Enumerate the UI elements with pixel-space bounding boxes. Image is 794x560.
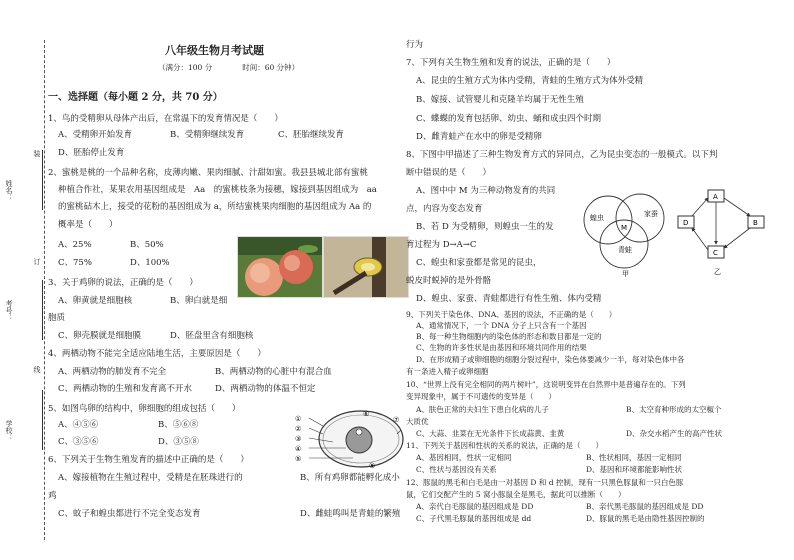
q8-option-d: D、蝗虫、家蚕、青蛙都进行有性生殖、体内受精 bbox=[416, 294, 602, 304]
q6-option-b-cont: 鸡 bbox=[48, 491, 57, 501]
binding-name-label: 姓名： bbox=[5, 180, 13, 201]
q8-option-c-line2: 蜕皮时蜕掉的是外骨骼 bbox=[406, 276, 492, 286]
q3-option-b-cont: 胞质 bbox=[48, 313, 66, 323]
q2-option-c: C、75% bbox=[58, 258, 92, 268]
q2-line2: 种植合作社，某果农用基因组成是 Aa 的蜜桃枝条为接穗，嫁接到基因组成为 aa bbox=[58, 185, 377, 195]
egg-label-4: ④ bbox=[295, 445, 302, 453]
q12-option-a: A、亲代白毛豚鼠的基因组成是 DD bbox=[416, 502, 534, 511]
binding-number-label: 考号： bbox=[5, 300, 13, 321]
q9-stem: 9、下列关于染色体、DNA、基因的说法，不正确的是（ ） bbox=[406, 310, 617, 319]
q5-option-a: A、④⑤⑥ bbox=[58, 420, 99, 430]
q12-line1: 12、豚鼠的黑毛和白毛是由一对基因 D 和 d 控制，现有一只黑色豚鼠和一只白色豚 bbox=[406, 478, 684, 487]
section-title: 一、选择题（每小题 2 分，共 70 分） bbox=[48, 92, 223, 103]
q4-option-b: B、两栖动物的心脏中有混合血 bbox=[215, 367, 332, 377]
q5-option-d: D、③⑤⑧ bbox=[158, 437, 199, 447]
school-blank bbox=[42, 390, 43, 450]
q2-option-b: B、50% bbox=[130, 240, 164, 250]
seal-char-3: 线 bbox=[33, 366, 41, 373]
q2-line4: 概率是（ ） bbox=[58, 220, 118, 230]
q4-option-a: A、两栖动物的肺发育不完全 bbox=[58, 367, 167, 377]
q3-stem: 3、关于鸡卵的说法，正确的是（ ） bbox=[48, 278, 198, 288]
q2-line1: 2、蜜桃是桃的一个品种名称，皮薄肉嫩、果肉细腻、汁甜如蜜。我县县城北部有蜜桃 bbox=[48, 168, 368, 178]
q1-option-a: A、受精卵开始发育 bbox=[58, 130, 133, 140]
binding-dashed-line bbox=[44, 40, 45, 540]
q3-option-b: B、卵白就是细 bbox=[170, 296, 228, 306]
binding-margin bbox=[6, 0, 46, 560]
q11-stem: 11、下列关于基因和性状的关系的说法，正确的是（ ） bbox=[406, 441, 604, 450]
q6-option-d: D、雌蛙鸣叫是青蛙的繁殖 bbox=[300, 509, 401, 519]
q10-option-a: A、肤色正常的夫妇生下患白化病的儿子 bbox=[416, 405, 549, 414]
q7-option-d: D、雌青蛙产在水中的卵是受精卵 bbox=[416, 132, 542, 142]
q3-option-d: D、胚盘里含有细胞核 bbox=[170, 331, 254, 341]
cycle-box-b: B bbox=[753, 219, 758, 227]
q10-line1: 10、“世界上没有完全相同的两片树叶”，这说明变异在自然界中是普遍存在的。下列 bbox=[406, 380, 686, 389]
q5-stem: 5、如图鸟卵的结构中，卵细胞的组成包括（ ） bbox=[48, 404, 241, 414]
name-blank bbox=[42, 150, 43, 210]
q8-option-c-line1: C、蝗虫和家蚕都是常见的昆虫， bbox=[416, 258, 542, 268]
q3-option-a: A、卵黄就是细胞核 bbox=[58, 296, 133, 306]
egg-label-6: ⑥ bbox=[363, 410, 370, 418]
q7-option-b: B、嫁接、试管婴儿和克隆羊均属于无性生殖 bbox=[416, 95, 584, 105]
peach-photo bbox=[237, 236, 323, 298]
q7-option-a: A、昆虫的生殖方式为体内受精，青蛙的生殖方式为体外受精 bbox=[416, 76, 644, 86]
q11-option-d: D、基因和环境都能影响性状 bbox=[586, 465, 683, 474]
q9-option-d-line1: D、在形成精子或卵细胞的细胞分裂过程中，染色体要减少一半，每对染色体中各 bbox=[416, 355, 685, 364]
q9-option-c: C、生物的许多性状是由基因和环境共同作用的结果 bbox=[416, 343, 587, 352]
q7-option-c: C、蝶蝶的发育包括卵、幼虫、蛹和成虫四个时期 bbox=[416, 114, 602, 124]
seal-char-2: 订 bbox=[33, 258, 41, 265]
cycle-box-a: A bbox=[713, 193, 718, 201]
q2-line3: 的蜜桃砧木上，接受的花粉的基因组成为 a，所结蜜桃果肉细胞的基因组成为 Aa 的 bbox=[58, 202, 372, 212]
egg-label-5: ⑤ bbox=[295, 455, 302, 463]
number-blank bbox=[42, 280, 43, 340]
q6-option-b: B、所有鸡卵都能孵化成小 bbox=[300, 473, 400, 483]
egg-label-3: ③ bbox=[295, 435, 302, 443]
q7-stem: 7、下列有关生物生殖和发育的说法，正确的是（ ） bbox=[406, 58, 616, 68]
venn-label-frog: 青蛙 bbox=[618, 246, 632, 254]
venn-label-locust: 蝗虫 bbox=[590, 214, 604, 222]
egg-label-7: ⑦ bbox=[393, 416, 400, 424]
cycle-diagram-yi bbox=[672, 186, 772, 278]
cycle-box-d: D bbox=[683, 219, 689, 227]
q4-option-c: C、两栖动物的生殖和发育离不开水 bbox=[58, 384, 193, 394]
q10-option-b-cont: 大质优 bbox=[406, 417, 429, 426]
q8-line2: 断中错误的是（ ） bbox=[406, 168, 492, 178]
q12-option-d: D、豚鼠的黑毛是由隐性基因控制的 bbox=[586, 514, 705, 523]
q1-option-d: D、胚胎停止发育 bbox=[58, 148, 125, 158]
q10-option-b: B、太空育种形成的太空椒个 bbox=[626, 405, 722, 414]
q3-option-c: C、卵壳膜就是细胞膜 bbox=[58, 331, 142, 341]
q10-option-c: C、大蒜、韭菜在无光条件下长成蒜黄、韭黄 bbox=[416, 429, 565, 438]
grafting-photo bbox=[323, 236, 409, 298]
q1-option-c: C、胚胎继续发育 bbox=[278, 130, 345, 140]
q8-option-a-line2: 点，内容为变态发育 bbox=[406, 204, 483, 214]
q1-option-b: B、受精卵继续发育 bbox=[170, 130, 245, 140]
q4-stem: 4、两栖动物不能完全适应陆地生活，主要原因是（ ） bbox=[48, 349, 266, 359]
binding-school-label: 学校： bbox=[5, 420, 13, 441]
q10-line2: 变异现象中，属于不可遗传的变异是（ ） bbox=[406, 392, 556, 401]
q6-option-a: A、嫁接植物在生殖过程中，受精是在胚珠进行的 bbox=[58, 473, 243, 483]
q9-option-a: A、通常情况下，一个 DNA 分子上只含有一个基因 bbox=[416, 321, 587, 330]
q1-stem: 1、鸟的受精卵从母体产出后，在常温下的发育情况是（ ） bbox=[48, 114, 283, 124]
q2-option-d: D、100% bbox=[130, 258, 170, 268]
q8-option-b-line2: 育过程为 D→A→C bbox=[406, 240, 477, 250]
exam-meta: （满分：100 分 时间：60 分钟） bbox=[158, 63, 300, 72]
seal-char-1: 装 bbox=[33, 150, 41, 157]
q5-option-c: C、③⑤⑥ bbox=[58, 437, 99, 447]
q10-option-d: D、杂交水稻产生的高产性状 bbox=[626, 429, 723, 438]
cycle-box-c: C bbox=[713, 249, 718, 257]
q6-stem: 6、下列关于生物生殖发育的描述中正确的是（ ） bbox=[48, 455, 249, 465]
q11-option-b: B、性状相同，基因一定相同 bbox=[586, 453, 682, 462]
venn-label-silkworm: 家蚕 bbox=[644, 210, 658, 218]
q6-option-c: C、蚊子和蝗虫都进行不完全变态发育 bbox=[58, 509, 201, 519]
venn-diagram-jia bbox=[578, 190, 672, 278]
venn-label-m: M bbox=[621, 224, 628, 232]
q9-option-d-line2: 有一条进入精子或卵细胞 bbox=[406, 367, 489, 376]
q12-option-b: B、亲代黑毛豚鼠的基因组成是 DD bbox=[586, 502, 704, 511]
egg-label-8: ⑧ bbox=[369, 462, 376, 470]
diagram-label-yi: 乙 bbox=[714, 268, 721, 276]
q6-carry-over: 行为 bbox=[406, 40, 424, 50]
q4-option-d: D、两栖动物的体温不恒定 bbox=[215, 384, 316, 394]
q11-option-c: C、性状与基因没有关系 bbox=[416, 465, 497, 474]
egg-label-1: ① bbox=[295, 415, 302, 423]
egg-structure-figure bbox=[293, 408, 405, 470]
q9-option-b: B、每一种生物细胞内的染色体的形态和数目都是一定的 bbox=[416, 332, 602, 341]
diagram-label-jia: 甲 bbox=[622, 270, 629, 278]
page-title: 八年级生物月考试题 bbox=[165, 44, 264, 57]
q12-option-c: C、子代黑毛豚鼠的基因组成是 dd bbox=[416, 514, 532, 523]
q8-option-b-line1: B、若 D 为受精卵，则蝗虫一生的发 bbox=[416, 222, 554, 232]
q8-option-a-line1: A、图中中 M 为三种动物发育的共同 bbox=[416, 186, 556, 196]
q5-option-b: B、⑤⑥⑧ bbox=[158, 420, 199, 430]
egg-label-2: ② bbox=[295, 425, 302, 433]
q8-line1: 8、下图中甲描述了三种生物发育方式的异同点，乙为昆虫变态的一般模式。以下判 bbox=[406, 150, 718, 160]
q11-option-a: A、基因相同，性状一定相同 bbox=[416, 453, 512, 462]
q12-line2: 鼠，它们交配产生的 5 窝小豚鼠全是黑毛，据此可以推断（ ） bbox=[406, 490, 626, 499]
q2-option-a: A、25% bbox=[58, 240, 92, 250]
